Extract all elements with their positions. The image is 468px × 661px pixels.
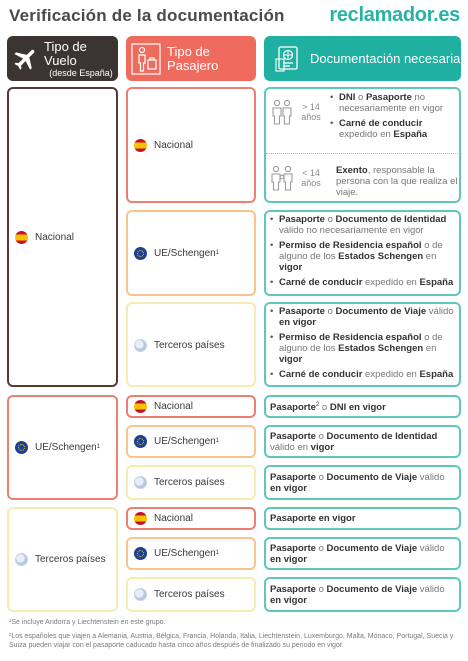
header-documentacion bbox=[264, 36, 461, 81]
doc-adult-item-1: • DNI o Pasaporte no necesariamente en vigor bbox=[330, 92, 458, 114]
doc-item: • Pasaporte o Documento de Viaje válido en vigor bbox=[270, 306, 458, 328]
doc-terceros-row-ue: Pasaporte o Documento de Viaje válido en vigor bbox=[270, 542, 445, 565]
brand-logo: reclamador.es bbox=[329, 4, 460, 26]
doc-item: • Permiso de Residencia español o de alguno de los Estados Schengen en vigor bbox=[270, 240, 458, 273]
doc-ue-row-terceros: Pasaporte o Documento de Viaje válido en vigor bbox=[270, 471, 445, 494]
header-tipo-vuelo-sub: (desde España) bbox=[49, 67, 113, 78]
doc-child-text: Exento, responsable la persona con la que realiza el viaje. bbox=[336, 165, 458, 198]
doc-terceros-nacional-list bbox=[270, 306, 458, 384]
adult-couple-icon bbox=[268, 98, 296, 126]
pasajero-ue-3-label: UE/Schengen 1 bbox=[134, 546, 219, 560]
group-terceros-label: Terceros países bbox=[15, 552, 106, 566]
eu-flag-icon bbox=[15, 441, 28, 454]
pasajero-nacional-1-label: Nacional bbox=[134, 138, 193, 152]
pasajero-nacional-3-label: Nacional bbox=[134, 511, 193, 525]
eu-flag-icon bbox=[134, 547, 147, 560]
group-nacional-label: Nacional bbox=[15, 230, 74, 244]
header-documentacion-label: Documentación necesaria bbox=[310, 50, 461, 66]
pasajero-ue-1-label: UE/Schengen 1 bbox=[134, 246, 219, 260]
doc-ue-row-ue: Pasaporte o Documento de Identidad válido en vigor bbox=[270, 430, 438, 453]
doc-adult-list bbox=[330, 92, 458, 144]
spain-flag-icon bbox=[134, 400, 147, 413]
globe-icon bbox=[15, 553, 28, 566]
doc-adult-item-2: • Carné de conducir expedido en España bbox=[330, 118, 458, 140]
doc-item: • Carné de conducir expedido en España bbox=[270, 369, 458, 380]
doc-terceros-row-nacional: Pasaporte en vigor bbox=[270, 513, 356, 524]
adult-age-group bbox=[268, 98, 326, 126]
doc-separator bbox=[266, 153, 458, 154]
eu-flag-icon bbox=[134, 435, 147, 448]
family-icon bbox=[268, 164, 296, 192]
doc-item: • Carné de conducir expedido en España bbox=[270, 277, 458, 288]
pasajero-nacional-2-label: Nacional bbox=[134, 399, 193, 413]
doc-item: • Permiso de Residencia español o de alguno de los Estados Schengen en vigor bbox=[270, 332, 458, 365]
child-age-label: < 14 años bbox=[301, 168, 321, 188]
page-title: Verificación de la documentación bbox=[9, 6, 285, 25]
eu-flag-icon bbox=[134, 247, 147, 260]
header-tipo-pasajero bbox=[126, 36, 256, 81]
header-tipo-vuelo bbox=[7, 36, 118, 81]
passenger-luggage-icon bbox=[131, 43, 161, 75]
doc-ue-row-nacional: Pasaporte$^2$ o DNI en vigor bbox=[270, 401, 386, 414]
footnote-1: ¹Se incluye Andorra y Liechtenstein en este grupo. bbox=[9, 619, 166, 626]
header-tipo-pasajero-label: Tipo de Pasajero bbox=[167, 43, 219, 73]
airplane-icon bbox=[12, 45, 40, 73]
header-tipo-vuelo-label: Tipo de Vuelo bbox=[44, 38, 87, 68]
pasajero-terceros-1-label: Terceros países bbox=[134, 338, 225, 352]
doc-terceros-row-terceros: Pasaporte o Documento de Viaje válido en vigor bbox=[270, 583, 445, 606]
globe-icon bbox=[134, 339, 147, 352]
passport-icon bbox=[274, 45, 302, 73]
doc-ue-nacional-list bbox=[270, 214, 458, 292]
spain-flag-icon bbox=[134, 139, 147, 152]
globe-icon bbox=[134, 588, 147, 601]
globe-icon bbox=[134, 476, 147, 489]
group-ue-label: UE/Schengen 1 bbox=[15, 440, 100, 454]
pasajero-terceros-2-label: Terceros países bbox=[134, 475, 225, 489]
footnote-2: ²Los españoles que viajen a Alemania, Austria, Bélgica, Francia, Holanda, Italia, Liechtenstein, Luxemburgo, Malta, Mónaco, Portugal, Suecia y Suiza pueden viajar con el pasaporte caducado hasta cinco años después de finalizado su periodo en vigor. bbox=[9, 633, 454, 649]
child-age-group bbox=[268, 164, 326, 192]
spain-flag-icon bbox=[15, 231, 28, 244]
spain-flag-icon bbox=[134, 512, 147, 525]
pasajero-ue-2-label: UE/Schengen 1 bbox=[134, 434, 219, 448]
pasajero-terceros-3-label: Terceros países bbox=[134, 587, 225, 601]
doc-item: • Pasaporte o Documento de Identidad válido no necesariamente en vigor bbox=[270, 214, 458, 236]
adult-age-label: > 14 años bbox=[301, 102, 321, 122]
